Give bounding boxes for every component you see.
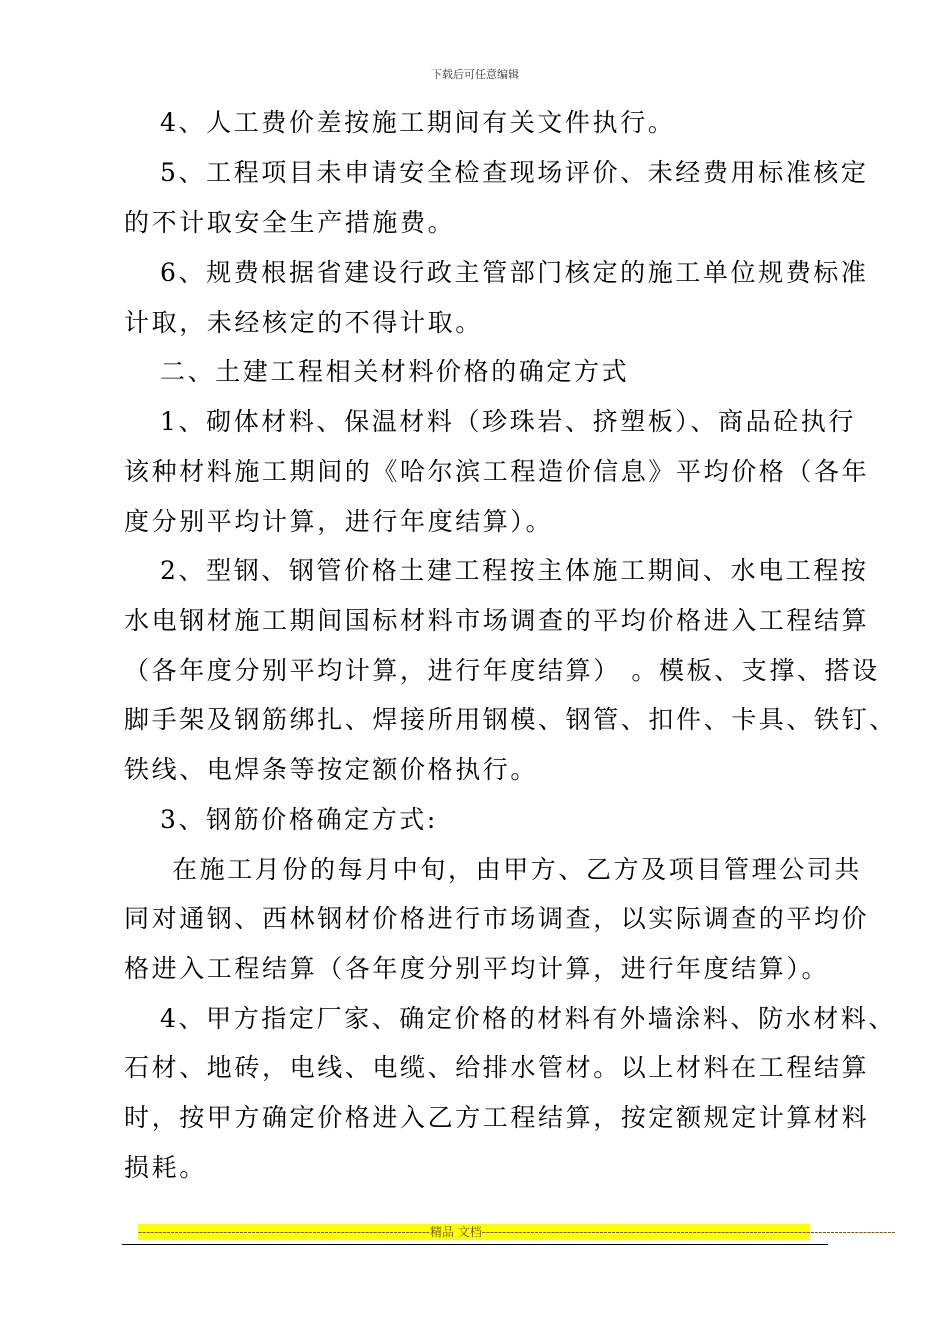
paragraph-line: 格进入工程结算（各年度分别平均计算，进行年度结算）。: [124, 954, 830, 983]
header-note: 下载后可任意编辑: [431, 68, 519, 81]
paragraph-line: （各年度分别平均计算，进行年度结算） 。模板、支撑、搭设: [124, 656, 880, 685]
paragraph-line: 度分别平均计算，进行年度结算）。: [124, 507, 554, 536]
paragraph-line: 5、工程项目未申请安全检查现场评价、未经费用标准核定: [160, 158, 869, 187]
footer-rule: [122, 1244, 828, 1245]
paragraph-line: 同对通钢、西林钢材价格进行市场调查，以实际调查的平均价: [124, 904, 870, 933]
paragraph-line: 脚手架及钢筋绑扎、焊接所用钢模、钢管、扣件、卡具、铁钉、: [124, 705, 897, 734]
section-heading: 二、土建工程相关材料价格的确定方式: [160, 357, 630, 386]
paragraph-line: 2、型钢、钢管价格土建工程按主体施工期间、水电工程按: [160, 556, 869, 585]
paragraph-line: 计取，未经核定的不得计取。: [124, 308, 483, 337]
paragraph-line: 的不计取安全生产措施费。: [124, 208, 456, 237]
paragraph-line: 石材、地砖，电线、电缆、给排水管材。以上材料在工程结算: [124, 1053, 870, 1082]
paragraph-line: 6、规费根据省建设行政主管部门核定的施工单位规费标准: [160, 258, 869, 287]
paragraph-line: 3、钢筋价格确定方式:: [160, 805, 438, 834]
footer-label: 精品 文档: [429, 1225, 482, 1239]
paragraph-line: 铁线、电焊条等按定额价格执行。: [124, 755, 539, 784]
footer-dashes-left: ------------------------------------------------------------------------: [138, 1225, 430, 1239]
paragraph-line: 4、人工费价差按施工期间有关文件执行。: [160, 108, 676, 137]
paragraph-line: 时，按甲方确定价格进入乙方工程结算，按定额规定计算材料: [124, 1103, 870, 1132]
footer-banner: [138, 1224, 896, 1240]
paragraph-line: 在施工月份的每月中旬，由甲方、乙方及项目管理公司共: [172, 855, 863, 884]
paragraph-line: 该种材料施工期间的《哈尔滨工程造价信息》平均价格（各年: [124, 457, 870, 486]
paragraph-line: 损耗。: [124, 1153, 207, 1182]
paragraph-line: 1、砌体材料、保温材料（珍珠岩、挤塑板）、商品砼执行: [160, 407, 857, 436]
paragraph-line: 水电钢材施工期间国标材料市场调查的平均价格进入工程结算: [124, 606, 870, 635]
paragraph-line: 4、甲方指定厂家、确定价格的材料有外墙涂料、防水材料、: [160, 1004, 897, 1033]
footer-dashes-right: ------------------------------------------------------------------------------------------------------: [481, 1225, 896, 1239]
